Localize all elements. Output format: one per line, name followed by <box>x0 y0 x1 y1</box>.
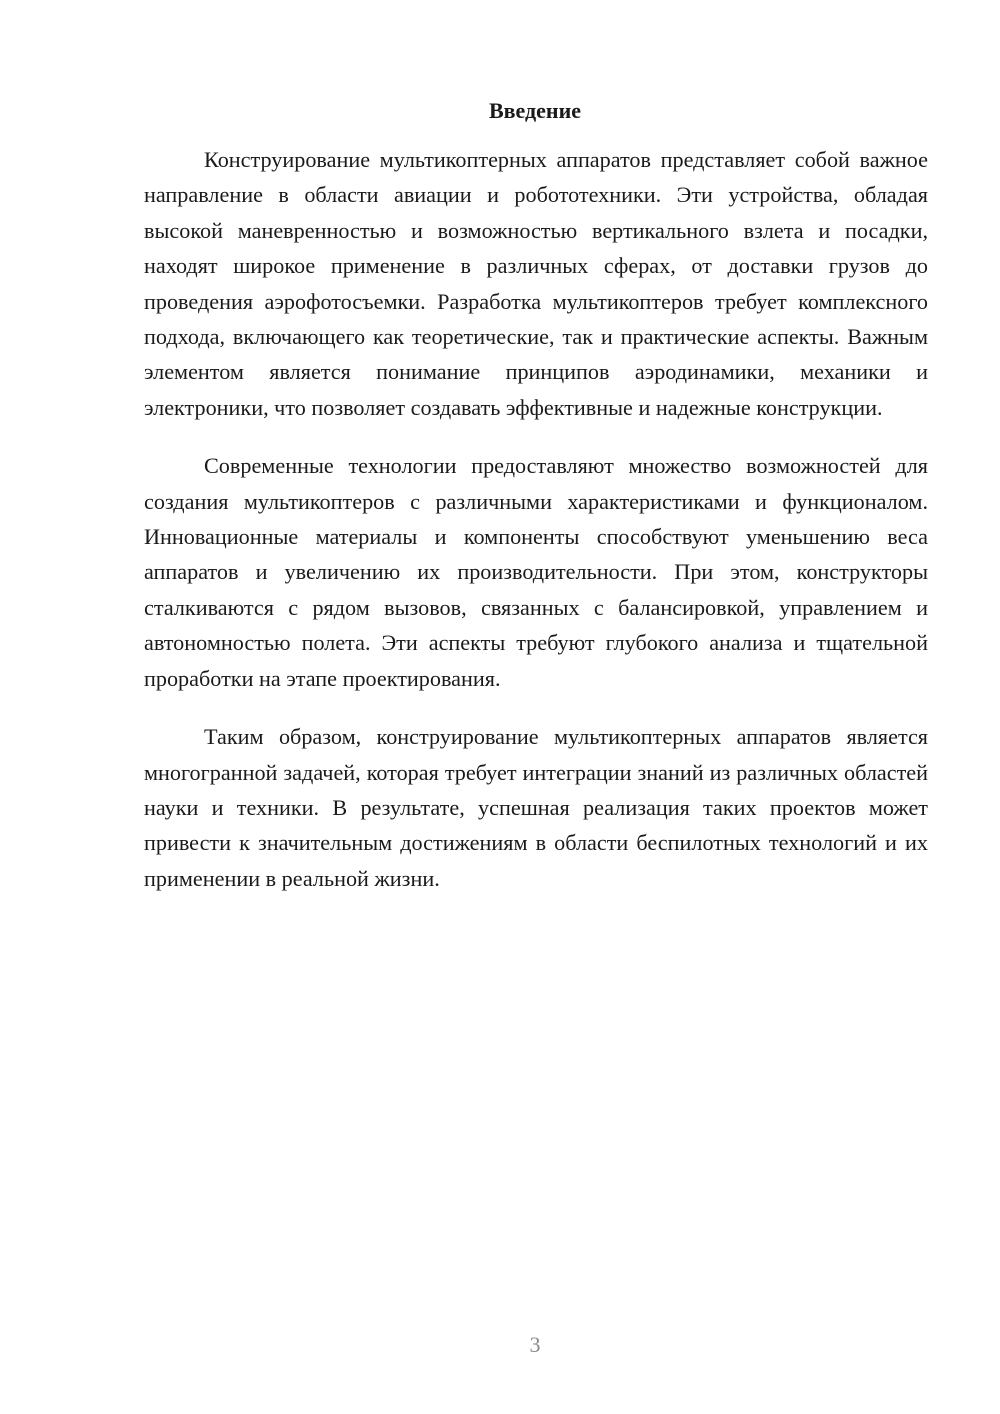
paragraph-2: Современные технологии предоставляют множество возможностей для создания мультикоптеров с различными характеристиками и функционалом. Инновационные материалы и компоненты способствуют уменьшению веса аппаратов и увеличению их производительности. При этом, конструкторы сталкиваются с рядом вызовов, связанных с балансировкой, управлением и автономностью полета. Эти аспекты требуют глубокого анализа и тщательной проработки на этапе проектирования. <box>144 453 928 691</box>
paragraph-3: Таким образом, конструирование мультикоптерных аппаратов является многогранной задачей, которая требует интеграции знаний из различных областей науки и техники. В результате, успешная реализация таких проектов может привести к значительным достижениям в области беспилотных технологий и их применении в реальной жизни. <box>144 724 928 891</box>
body-text <box>144 142 928 919</box>
section-title: Введение <box>488 98 582 123</box>
paragraph-1: Конструирование мультикоптерных аппаратов представляет собой важное направление в области авиации и робототехники. Эти устройства, обладая высокой маневренностью и возможностью вертикального взлета и посадки, находят широкое применение в различных сферах, от доставки грузов до проведения аэрофотосъемки. Разработка мультикоптеров требует комплексного подхода, включающего как теоретические, так и практические аспекты. Важным элементом является понимание принципов аэродинамики, механики и электроники, что позволяет создавать эффективные и надежные конструкции. <box>144 147 928 420</box>
page-number: 3 <box>529 1332 541 1357</box>
